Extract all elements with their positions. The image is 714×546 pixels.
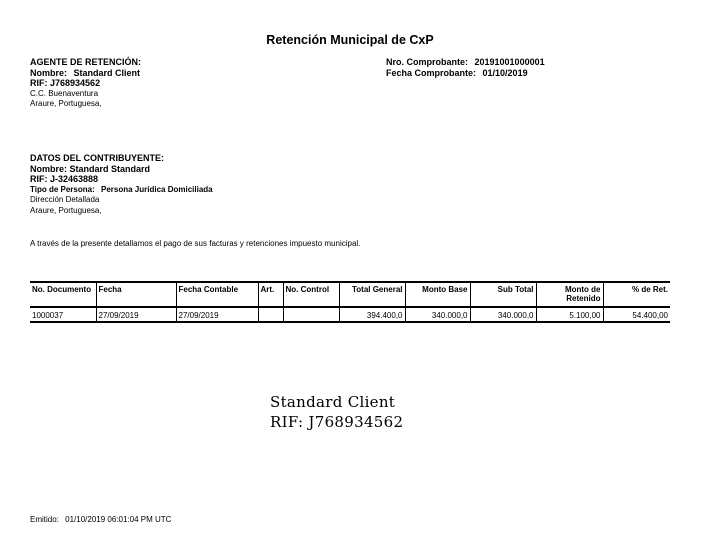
cell-control-number — [283, 309, 339, 322]
col-header-base-amount: Monto Base — [405, 282, 470, 307]
voucher-number — [386, 57, 545, 68]
issued-footer — [30, 515, 171, 524]
cell-withheld-amount: 5.100,00 — [536, 309, 603, 322]
table-row — [30, 309, 670, 322]
cell-doc-number: 1000037 — [30, 309, 96, 322]
agent-section — [30, 57, 141, 110]
cell-date: 27/09/2019 — [96, 309, 176, 322]
intro-text: A través de la presente detallamos el pago de sus facturas y retenciones impuesto municipal. — [30, 239, 361, 248]
cell-accounting-date: 27/09/2019 — [176, 309, 258, 322]
col-header-withholding-percent: % de Ret. — [603, 282, 670, 307]
agent-name — [30, 68, 141, 79]
col-header-control-number: No. Control — [283, 282, 339, 307]
agent-rif — [30, 78, 141, 89]
col-header-date: Fecha — [96, 282, 176, 307]
col-header-withheld-amount: Monto de Retenido — [536, 282, 603, 307]
taxpayer-name-label: Nombre: — [30, 163, 68, 174]
taxpayer-type-value: Persona Jurídica Domiciliada — [101, 184, 213, 194]
taxpayer-heading: DATOS DEL CONTRIBUYENTE: — [30, 153, 165, 163]
taxpayer-address-line1: Dirección Detallada — [30, 195, 100, 204]
col-header-article: Art. — [258, 282, 283, 307]
agent-address-line2: Araure, Portuguesa, — [30, 99, 102, 108]
taxpayer-rif-value: J-32463888 — [50, 174, 99, 184]
table-header-row — [30, 282, 670, 307]
agent-name-value: Standard Client — [73, 67, 141, 78]
signature-block — [270, 392, 403, 432]
taxpayer-name-value: Standard Standard — [69, 163, 151, 174]
taxpayer-rif — [30, 174, 213, 185]
document-title: Retención Municipal de CxP — [266, 33, 434, 47]
cell-total-general: 394.400,0 — [339, 309, 405, 322]
voucher-date-value: 01/10/2019 — [482, 67, 528, 78]
cell-article — [258, 309, 283, 322]
taxpayer-type — [30, 185, 213, 196]
agent-rif-label: RIF: — [30, 78, 48, 88]
agent-rif-value: J768934562 — [50, 78, 101, 88]
col-header-subtotal: Sub Total — [470, 282, 536, 307]
voucher-section — [386, 57, 545, 78]
cell-subtotal: 340.000,0 — [470, 309, 536, 322]
col-header-doc-number: No. Documento — [30, 282, 96, 307]
signature-rif: RIF: J768934562 — [270, 413, 404, 431]
taxpayer-type-label: Tipo de Persona: — [30, 184, 95, 194]
cell-withholding-percent: 54.400,00 — [603, 309, 670, 322]
signature-name: Standard Client — [270, 393, 396, 411]
issued-label: Emitido: — [30, 515, 59, 524]
col-header-accounting-date: Fecha Contable — [176, 282, 258, 307]
taxpayer-section — [30, 153, 213, 216]
withholding-table — [30, 281, 670, 323]
agent-address-line1: C.C. Buenaventura — [30, 88, 99, 98]
agent-name-label: Nombre: — [30, 67, 68, 78]
taxpayer-address-line2: Araure, Portuguesa, — [30, 205, 102, 215]
voucher-number-label: Nro. Comprobante: — [386, 57, 468, 67]
taxpayer-rif-label: RIF: — [30, 174, 48, 184]
col-header-total-general: Total General — [339, 282, 405, 307]
voucher-number-value: 20191001000001 — [474, 57, 545, 67]
voucher-date — [386, 68, 545, 79]
taxpayer-name — [30, 164, 213, 175]
voucher-date-label: Fecha Comprobante: — [386, 67, 477, 78]
issued-value: 01/10/2019 06:01:04 PM UTC — [65, 515, 172, 524]
cell-base-amount: 340.000,0 — [405, 309, 470, 322]
agent-heading: AGENTE DE RETENCIÓN: — [30, 57, 142, 67]
